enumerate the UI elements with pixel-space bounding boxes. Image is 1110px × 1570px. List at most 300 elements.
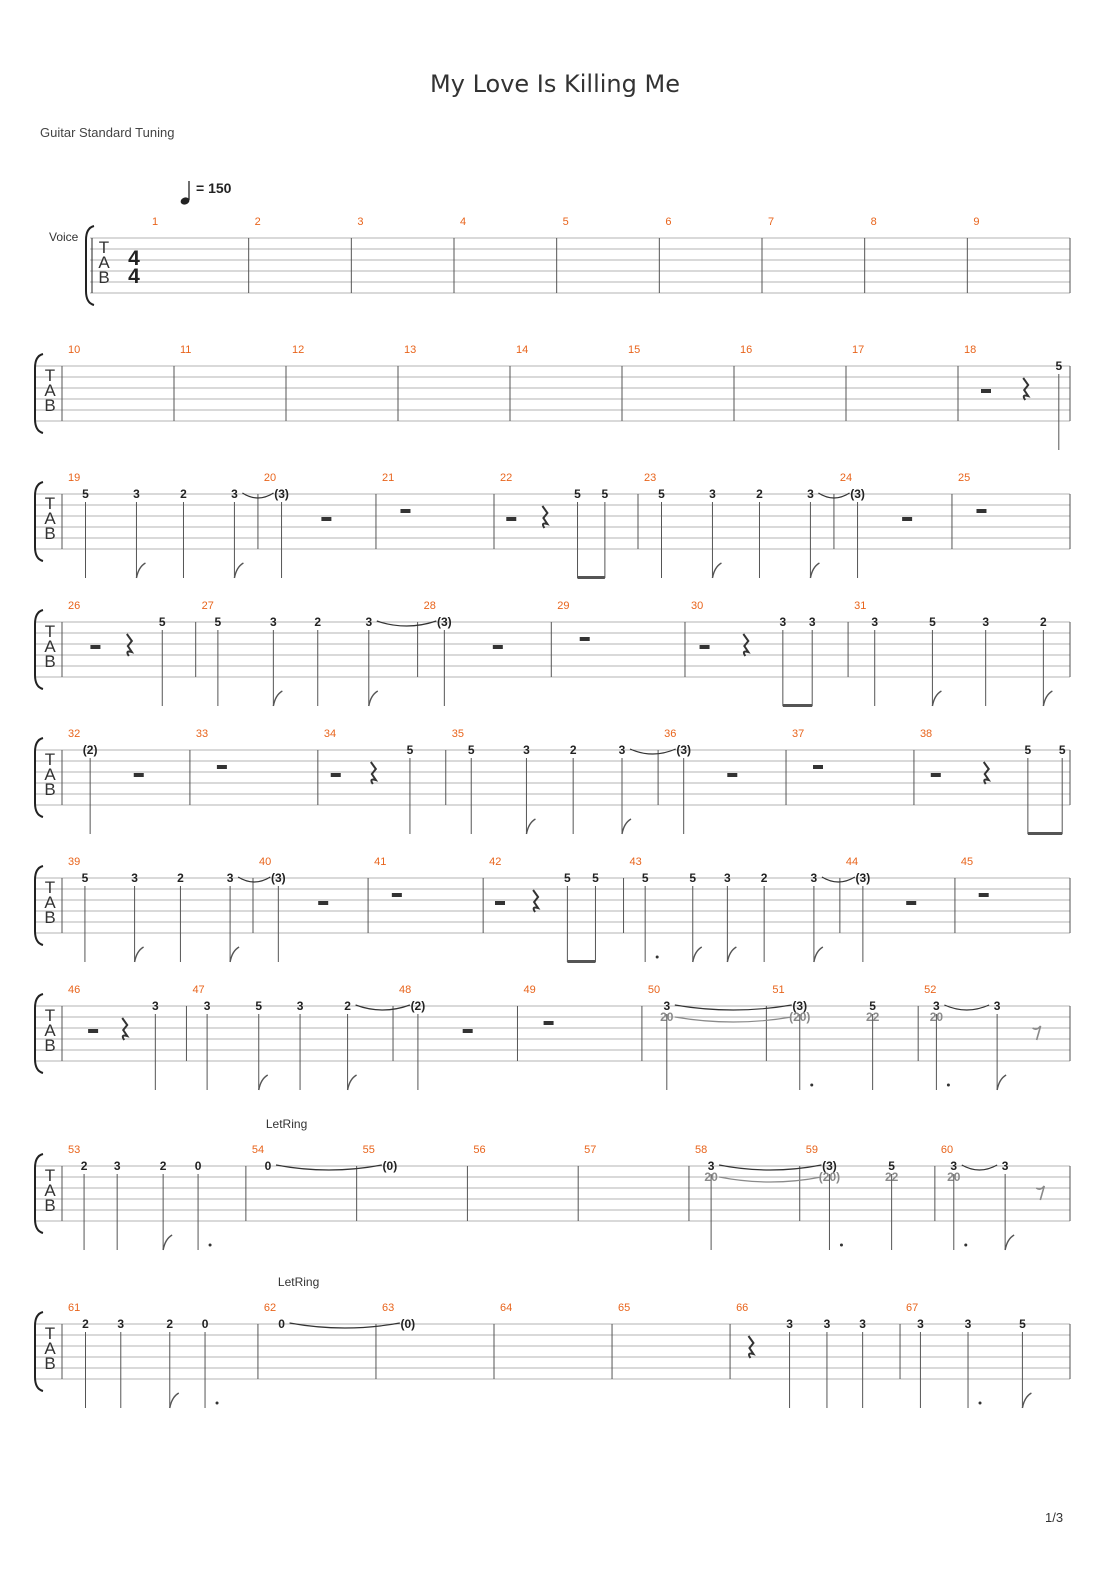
fret-number: 3 [365, 615, 373, 629]
fret-number: 3 [117, 1317, 125, 1331]
measure-number: 44 [845, 856, 859, 868]
measure-37 [786, 728, 823, 805]
time-signature [128, 247, 140, 288]
measure-59 [719, 1144, 899, 1250]
measure-12 [286, 344, 304, 421]
measure-number: 57 [584, 1144, 597, 1156]
measure-number: 16 [740, 344, 753, 356]
fret-number: 0 [194, 1159, 202, 1173]
tab-clef [44, 1006, 56, 1055]
measure-65 [612, 1302, 630, 1379]
tempo-marking [180, 180, 232, 206]
system-9 [35, 1275, 1070, 1408]
fret-number: (3) [270, 871, 286, 885]
measure-number: 61 [68, 1302, 81, 1314]
note-flag [259, 1075, 268, 1090]
fret-number: 5 [869, 999, 876, 1013]
fret-number: 5 [467, 743, 475, 757]
fret-number: 3 [982, 615, 990, 629]
tab-clef-letter: T [44, 750, 56, 769]
let-ring-label: LetRing [265, 1117, 308, 1131]
measure-number: 29 [557, 600, 570, 612]
measure-number: 63 [381, 1302, 395, 1314]
fret-number: 3 [859, 1317, 866, 1331]
system-1 [86, 216, 1070, 305]
note-flag [136, 563, 145, 578]
measure-number: 25 [957, 472, 971, 484]
measure-15 [622, 344, 640, 421]
note-flag [814, 947, 823, 962]
half-rest [134, 773, 144, 777]
measure-52 [918, 984, 1040, 1090]
measure-61 [62, 1302, 219, 1408]
measure-7 [762, 216, 774, 293]
fret-number: 5 [689, 871, 697, 885]
measure-number: 14 [516, 344, 529, 356]
measure-number: 40 [259, 856, 272, 868]
ghost-fret-number: 20 [947, 1170, 961, 1184]
measure-number: 53 [68, 1144, 81, 1156]
fret-number: 5 [406, 743, 414, 757]
fret-number: 3 [296, 999, 304, 1013]
measure-number: 17 [852, 344, 865, 356]
measure-number: 12 [292, 344, 305, 356]
measure-26 [62, 600, 166, 706]
measure-number: 13 [404, 344, 417, 356]
measure-number: 51 [772, 984, 785, 996]
half-rest [331, 773, 341, 777]
measure-number: 34 [323, 728, 337, 740]
whole-rest [813, 765, 823, 769]
fret-number: 5 [641, 871, 649, 885]
measure-number: 49 [523, 984, 536, 996]
measure-number: 58 [694, 1144, 708, 1156]
measure-number: 35 [451, 728, 465, 740]
measure-64 [494, 1302, 512, 1379]
fret-number: 3 [808, 615, 816, 629]
note-flag [526, 819, 535, 834]
measure-number: 39 [68, 856, 81, 868]
fret-number: (3) [822, 1159, 837, 1173]
measure-number: 21 [381, 472, 395, 484]
duration-dot [656, 956, 659, 959]
fret-number: 3 [1001, 1159, 1009, 1173]
measure-number: 46 [68, 984, 81, 996]
tab-clef-letter: B [98, 268, 110, 287]
measure-number: 22 [500, 472, 513, 484]
note-flag [348, 1075, 357, 1090]
fret-number: 3 [871, 615, 879, 629]
quarter-rest [122, 1018, 127, 1040]
tab-clef-letter: T [44, 1166, 56, 1185]
measure-number: 47 [192, 984, 205, 996]
duration-dot [947, 1084, 950, 1087]
fret-number: 2 [166, 1317, 174, 1331]
measure-54 [246, 1144, 272, 1221]
half-rest [931, 773, 941, 777]
measure-18 [958, 344, 1062, 450]
note-flag [163, 1235, 172, 1250]
fret-number: 3 [231, 487, 238, 501]
system-8 [35, 1117, 1070, 1250]
measure-number: 23 [644, 472, 657, 484]
tab-clef-letter: T [44, 1324, 56, 1343]
measure-23 [638, 472, 819, 578]
measure-63 [290, 1302, 416, 1379]
duration-dot [979, 1402, 982, 1405]
note-flag [712, 563, 721, 578]
tab-clef-letter: B [44, 1036, 56, 1055]
note-flag [693, 947, 702, 962]
tab-clef [44, 1324, 56, 1373]
measure-4 [454, 216, 466, 293]
tab-clef-letter: B [44, 1196, 56, 1215]
fret-number: 3 [113, 1159, 121, 1173]
fret-number: 5 [658, 487, 665, 501]
tab-clef-letter: B [44, 524, 56, 543]
fret-number: 2 [80, 1159, 88, 1173]
tab-clef [44, 878, 56, 927]
tab-clef-letter: T [44, 1006, 56, 1025]
measure-5 [557, 216, 569, 293]
fret-number: 3 [707, 1159, 715, 1173]
measure-number: 5 [562, 216, 569, 228]
fret-number: (3) [274, 487, 289, 501]
measure-34 [318, 728, 414, 834]
note-flag [170, 1393, 179, 1408]
measure-number: 1 [152, 216, 159, 228]
note-flag [932, 691, 941, 706]
tab-clef [44, 622, 56, 671]
measure-33 [190, 728, 227, 805]
fret-number: 2 [180, 487, 187, 501]
measure-14 [510, 344, 528, 421]
measure-20 [242, 472, 331, 578]
note-flag [1022, 1393, 1031, 1408]
ghost-fret-number: 20 [704, 1170, 718, 1184]
fret-number: 0 [201, 1317, 209, 1331]
measure-57 [578, 1144, 596, 1221]
tab-clef-letter: T [98, 238, 110, 257]
duration-dot [209, 1244, 212, 1247]
measure-number: 56 [473, 1144, 486, 1156]
fret-number: 2 [177, 871, 184, 885]
measure-3 [351, 216, 363, 293]
tab-clef-letter: A [44, 1339, 56, 1358]
measure-27 [196, 600, 378, 706]
measure-32 [62, 728, 144, 834]
tab-clef-letter: A [44, 1181, 56, 1200]
whole-rest [400, 509, 410, 513]
measure-36 [630, 728, 737, 834]
time-signature-top: 4 [128, 247, 140, 270]
half-rest [700, 645, 710, 649]
measure-number: 67 [906, 1302, 919, 1314]
measure-number: 24 [839, 472, 853, 484]
tab-clef-letter: A [44, 509, 56, 528]
measure-number: 64 [500, 1302, 513, 1314]
fret-number: 3 [823, 1317, 831, 1331]
measure-9 [967, 216, 979, 293]
note-flag [727, 947, 736, 962]
whole-rest [976, 509, 986, 513]
fret-number: (3) [437, 615, 452, 629]
fret-number: 3 [663, 999, 671, 1013]
note-flag [810, 563, 819, 578]
ghost-fret-number: 22 [884, 1170, 899, 1184]
measure-number: 15 [628, 344, 641, 356]
ghost-fret-number: 20 [929, 1010, 944, 1024]
fret-number: 3 [964, 1317, 972, 1331]
measure-number: 41 [374, 856, 387, 868]
tempo-value: = 150 [196, 180, 232, 196]
fret-number: 5 [214, 615, 222, 629]
duration-dot [840, 1244, 843, 1247]
tab-clef-letter: T [44, 878, 56, 897]
tab-clef [44, 750, 56, 799]
measure-2 [249, 216, 261, 293]
measure-35 [446, 728, 631, 834]
measure-11 [174, 344, 191, 421]
measure-number: 37 [792, 728, 805, 740]
quarter-rest [1023, 378, 1028, 400]
fret-number: 3 [709, 487, 716, 501]
fret-number: 5 [592, 871, 599, 885]
measure-39 [62, 856, 239, 962]
fret-number: 3 [151, 999, 159, 1013]
measure-56 [467, 1144, 485, 1221]
measure-66 [730, 1302, 866, 1408]
fret-number: 2 [1040, 615, 1047, 629]
fret-number: 3 [226, 871, 234, 885]
time-signature-bottom: 4 [128, 265, 140, 288]
song-title: My Love Is Killing Me [430, 70, 680, 98]
fret-number: (3) [855, 871, 871, 885]
fret-number: 5 [574, 487, 581, 501]
tab-clef-letter: A [44, 381, 56, 400]
note-flag [135, 947, 144, 962]
measure-number: 10 [68, 344, 81, 356]
measure-number: 27 [201, 600, 214, 612]
measure-16 [734, 344, 752, 421]
fret-number: 2 [344, 999, 351, 1013]
duration-dot [216, 1402, 219, 1405]
fret-number: 3 [950, 1159, 958, 1173]
fret-number: 5 [601, 487, 609, 501]
measure-number: 38 [919, 728, 933, 740]
measure-25 [952, 472, 987, 549]
note-flag [997, 1075, 1006, 1090]
fret-number: 3 [933, 999, 940, 1013]
fret-number: 5 [1019, 1317, 1026, 1331]
fret-number: 5 [255, 999, 263, 1013]
measure-60 [935, 1144, 1044, 1250]
measure-number: 9 [973, 216, 980, 228]
measure-46 [62, 984, 159, 1090]
measure-number: 42 [489, 856, 502, 868]
measure-number: 60 [940, 1144, 954, 1156]
fret-number: 3 [618, 743, 626, 757]
fret-number: 3 [786, 1317, 793, 1331]
measure-number: 28 [423, 600, 436, 612]
quarter-rest [984, 762, 989, 784]
tab-clef-letter: B [44, 396, 56, 415]
fret-number: 3 [807, 487, 814, 501]
half-rest [318, 901, 328, 905]
fret-number: (2) [82, 743, 98, 757]
note-flag [1043, 691, 1052, 706]
tab-clef-letter: A [44, 893, 56, 912]
fret-number: 2 [159, 1159, 167, 1173]
measure-number: 19 [68, 472, 81, 484]
page-number: 1/3 [1045, 1510, 1064, 1525]
track-name: Voice [49, 230, 79, 244]
half-rest [88, 1029, 98, 1033]
measure-number: 59 [805, 1144, 818, 1156]
fret-number: 2 [756, 487, 763, 501]
fret-number: 3 [133, 487, 140, 501]
measure-40 [238, 856, 328, 962]
tab-clef-letter: B [44, 908, 56, 927]
fret-number: 2 [760, 871, 768, 885]
system-2 [35, 344, 1070, 450]
measure-24 [818, 472, 912, 578]
tuning-label: Guitar Standard Tuning [40, 125, 175, 140]
measure-number: 54 [251, 1144, 265, 1156]
quarter-rest [743, 634, 748, 656]
tab-clef-letter: A [44, 637, 56, 656]
fret-number: 3 [270, 615, 277, 629]
note-flag [622, 819, 631, 834]
duration-dot [810, 1084, 813, 1087]
measure-number: 30 [690, 600, 704, 612]
half-rest [902, 517, 912, 521]
fret-number: (3) [676, 743, 692, 757]
measure-number: 33 [195, 728, 209, 740]
half-rest [727, 773, 737, 777]
note-beam [567, 960, 595, 963]
tab-clef-letter: T [44, 494, 56, 513]
ghost-fret-number: 22 [865, 1010, 880, 1024]
half-rest [906, 901, 916, 905]
measure-10 [62, 344, 80, 421]
measure-number: 4 [460, 216, 467, 228]
measure-67 [900, 1302, 1031, 1408]
measure-13 [398, 344, 416, 421]
measure-number: 6 [665, 216, 672, 228]
quarter-rest [533, 890, 538, 912]
tab-clef-letter: B [44, 780, 56, 799]
quarter-rest [748, 1336, 753, 1358]
half-rest [981, 389, 991, 393]
measure-number: 32 [68, 728, 81, 740]
fret-number: 5 [1024, 743, 1032, 757]
duration-dot [964, 1244, 967, 1247]
fret-number: 3 [917, 1317, 924, 1331]
fret-number: 5 [929, 615, 936, 629]
measure-47 [186, 984, 356, 1090]
whole-rest [979, 893, 989, 897]
fret-number: 3 [724, 871, 731, 885]
measure-50 [642, 984, 674, 1090]
measure-55 [276, 1144, 397, 1221]
fret-number: (2) [410, 999, 426, 1013]
fret-number: 2 [314, 615, 322, 629]
system-3 [35, 472, 1070, 579]
system-6 [35, 856, 1070, 963]
fret-number: (3) [850, 487, 865, 501]
tab-clef [44, 494, 56, 543]
measure-number: 66 [736, 1302, 749, 1314]
tab-clef [44, 366, 56, 415]
measure-number: 43 [629, 856, 642, 868]
let-ring-label: LetRing [277, 1275, 320, 1289]
fret-number: 3 [779, 615, 787, 629]
half-rest [321, 517, 331, 521]
fret-number: (0) [382, 1159, 398, 1173]
measure-number: 45 [960, 856, 974, 868]
tab-clef-letter: T [44, 622, 56, 641]
fret-number: 2 [569, 743, 577, 757]
measure-number: 50 [647, 984, 661, 996]
measure-number: 11 [180, 344, 192, 356]
note-flag [234, 563, 243, 578]
fret-number: 5 [1058, 743, 1066, 757]
measure-41 [368, 856, 402, 933]
measure-21 [376, 472, 411, 549]
fret-number: 3 [131, 871, 138, 885]
fret-number: (0) [400, 1317, 416, 1331]
measure-45 [955, 856, 989, 933]
ghost-tie-arc [675, 1017, 792, 1022]
measure-48 [356, 984, 473, 1090]
measure-51 [675, 984, 880, 1090]
fret-number: 5 [564, 871, 571, 885]
tab-clef-letter: A [98, 253, 110, 272]
whole-rest [544, 1021, 554, 1025]
measure-number: 7 [768, 216, 775, 228]
fret-number: 5 [81, 871, 89, 885]
quarter-rest [127, 634, 132, 656]
note-beam [1028, 832, 1062, 835]
fret-number: 3 [993, 999, 1001, 1013]
measure-number: 31 [854, 600, 867, 612]
measure-number: 20 [263, 472, 277, 484]
measure-number: 26 [68, 600, 81, 612]
measure-19 [62, 472, 243, 578]
measure-number: 36 [664, 728, 677, 740]
whole-rest [217, 765, 227, 769]
ghost-fret-number: (20) [789, 1010, 811, 1024]
note-flag [1005, 1235, 1014, 1250]
ghost-fret-number: 20 [660, 1010, 674, 1024]
measure-62 [258, 1302, 285, 1379]
fret-number: 3 [523, 743, 530, 757]
measure-29 [551, 600, 589, 677]
tab-clef-letter: A [44, 765, 56, 784]
measure-30 [685, 600, 816, 707]
system-7 [35, 984, 1070, 1090]
fret-number: 3 [203, 999, 211, 1013]
ghost-fret-number: (20) [818, 1170, 841, 1184]
half-rest [506, 517, 516, 521]
measure-number: 48 [399, 984, 412, 996]
note-beam [578, 576, 605, 579]
half-rest [495, 901, 505, 905]
note-beam [783, 704, 812, 707]
note-flag [230, 947, 239, 962]
measure-number: 8 [870, 216, 877, 228]
